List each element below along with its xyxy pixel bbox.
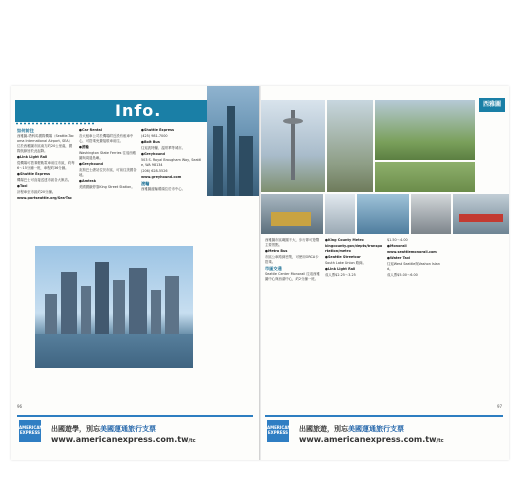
paragraph: ●Link Light Rail — [325, 267, 356, 271]
paragraph: ●Water Taxi — [387, 256, 411, 260]
paragraph: Seattle Center Monorail 往返西雅圖中心與西湖中心，約2分鐘一班。 — [265, 272, 320, 281]
space-needle-photo — [261, 100, 325, 192]
right-column-2 — [325, 238, 383, 279]
paragraph: 灰狗巴士總站位於市區，可前往美國各地。 — [79, 168, 137, 177]
section-heading: 渡輪 — [141, 181, 150, 186]
paragraph: ●Monorail — [387, 244, 407, 248]
paragraph: 西雅圖-塔科馬國際機場（Seattle-Tacoma International Airport, SEA）位於西雅圖市區南方約20公里處，國際航線皆於此起降。 — [17, 134, 74, 153]
right-footer-rule — [265, 415, 503, 417]
amex-logo: AMERICAN EXPRESS — [267, 420, 289, 442]
paragraph: 從機場可搭乘輕軌電車前往市區，約每6～15分鐘一班，車程約36分鐘。 — [17, 161, 75, 170]
right-page — [261, 86, 509, 460]
street-photo — [325, 194, 355, 234]
paragraph: 往返West Seattle與Vashon Island。 — [387, 262, 440, 271]
paragraph: Washington State Ferries 往返西雅圖與周邊島嶼。 — [79, 151, 137, 160]
paragraph: 市區公車路線密集，可使用ORCA卡搭乘。 — [265, 255, 319, 264]
monorail-photo — [453, 194, 509, 234]
left-column-1 — [17, 128, 75, 202]
left-footer-url[interactable]: www.americanexpress.com.tw/tc — [51, 435, 196, 444]
park-photo — [375, 100, 475, 160]
paragraph: 計程車至市區約20分鐘。 — [17, 190, 56, 194]
city-photo-strip — [207, 86, 259, 196]
paragraph: 成人票$5.00～6.00 — [387, 273, 418, 277]
paragraph: 成人票$2.25～3.25 — [325, 273, 356, 277]
paragraph: ●Taxi — [17, 184, 28, 188]
lawn-photo — [375, 162, 475, 192]
paragraph: ●Amtrak — [79, 179, 96, 183]
right-column-1 — [265, 238, 321, 283]
paragraph: $1.50～4.00 — [387, 238, 408, 242]
paragraph: 往返波特蘭、溫哥華等城市。 — [141, 146, 186, 150]
paragraph: ●Bolt Bus — [141, 140, 160, 144]
right-footer-slogan: 出國旅遊，別忘美國運通旅行支票 — [299, 425, 404, 433]
right-footer-url[interactable]: www.americanexpress.com.tw/tc — [299, 435, 444, 444]
paragraph: 各大租車公司於機場附近設有租車中心，可搭乘免費接駁車前往。 — [79, 134, 134, 143]
paragraph: ●Shuttle Express — [141, 128, 175, 132]
dotted-rule — [15, 122, 95, 125]
paragraph: 美國國鐵停靠King Street Station。 — [79, 185, 135, 189]
section-heading: 市區交通 — [265, 266, 282, 271]
left-footer-rule — [17, 415, 253, 417]
paragraph: (206) 628-5526 — [141, 169, 168, 173]
paragraph: ●Seattle Streetcar — [325, 255, 361, 259]
right-column-3 — [387, 238, 445, 279]
paragraph: ●Link Light Rail — [17, 155, 48, 159]
paragraph: ●Greyhound — [79, 162, 103, 166]
paragraph: 西雅圖渡輪碼頭位於市中心。 — [141, 187, 186, 191]
paragraph: ●Car Rental — [79, 128, 102, 132]
ferry-photo — [357, 194, 409, 234]
left-page — [11, 86, 259, 460]
paragraph: 西雅圖市區範圍不大，步行即可遊覽主要景點。 — [265, 238, 320, 247]
info-title: Info. — [115, 101, 162, 120]
paragraph: ●Greyhound — [141, 152, 165, 156]
paragraph: www.portseattle.org/Sea-Tac — [17, 196, 72, 200]
left-column-2 — [79, 128, 137, 191]
paragraph: South Lake Union 路線。 — [325, 261, 366, 265]
left-page-number: 96 — [17, 404, 23, 409]
section-heading: 如何前往 — [17, 128, 34, 133]
paragraph: 503 S. Royal Brougham Way, Seattle, WA 98134 — [141, 158, 202, 167]
info-header — [15, 100, 207, 122]
magazine-spread — [11, 86, 509, 460]
paragraph: (425) 981-7000 — [141, 134, 168, 138]
station-photo — [411, 194, 451, 234]
paragraph: ●Shuttle Express — [17, 172, 51, 176]
amex-logo: AMERICAN EXPRESS — [19, 420, 41, 442]
left-footer-slogan: 出國遊學，別忘美國運通旅行支票 — [51, 425, 156, 433]
tower-photo — [327, 100, 373, 192]
paragraph: ●Metro Bus — [265, 249, 288, 253]
right-page-number: 97 — [497, 404, 503, 409]
paragraph: ●King County Metro — [325, 238, 364, 242]
left-column-3 — [141, 128, 203, 193]
section-tab: 西雅圖 — [479, 98, 505, 112]
trolley-photo — [261, 194, 323, 234]
paragraph: www.seattlemonorail.com — [387, 250, 437, 254]
paragraph: www.greyhound.com — [141, 175, 182, 179]
paragraph: kingcounty.gov/depts/transportation/metro — [325, 244, 383, 253]
paragraph: ●渡輪 — [79, 145, 89, 149]
paragraph: 機場巴士可直接送達市區各大飯店。 — [17, 178, 72, 182]
seattle-skyline-photo — [35, 246, 193, 368]
